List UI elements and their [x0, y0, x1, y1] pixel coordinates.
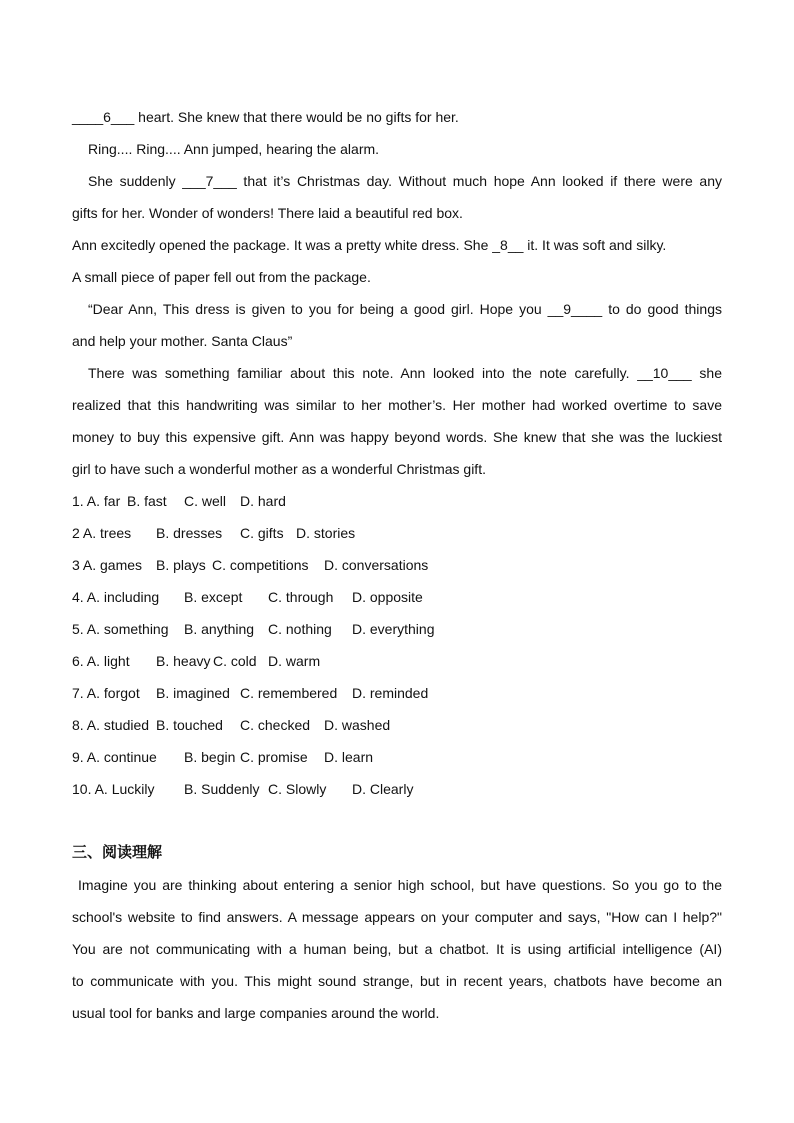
section-heading: 三、阅读理解	[72, 843, 163, 861]
option-b: B. anything	[184, 621, 255, 637]
option-c: C. through	[268, 589, 334, 605]
option-a: 10. A. Luckily	[72, 781, 155, 797]
option-c: C. gifts	[240, 525, 284, 541]
option-c: C. remembered	[240, 685, 338, 701]
reading-line: You are not communicating with a human being, but a chatbot. It is using artificial intelligence (AI)	[72, 941, 722, 957]
option-a: 6. A. light	[72, 653, 130, 669]
option-c: C. Slowly	[268, 781, 327, 797]
option-d: D. conversations	[324, 557, 429, 573]
story-line: Ring.... Ring.... Ann jumped, hearing the alarm.	[88, 141, 380, 157]
option-b: B. dresses	[156, 525, 223, 541]
option-a: 1. A. far	[72, 493, 121, 509]
option-a: 2 A. trees	[72, 525, 132, 541]
option-d: D. everything	[352, 621, 435, 637]
option-d: D. warm	[268, 653, 321, 669]
story-line: girl to have such a wonderful mother as a wonderful Christmas gift.	[72, 461, 486, 477]
story-line: realized that this handwriting was similar to her mother’s. Her mother had worked overtime to save	[72, 397, 722, 413]
option-b: B. Suddenly	[184, 781, 260, 797]
story-line: She suddenly ___7___ that it’s Christmas day. Without much hope Ann looked if there were any	[88, 173, 722, 189]
option-a: 9. A. continue	[72, 749, 157, 765]
option-d: D. learn	[324, 749, 374, 765]
reading-line: school's website to find answers. A message appears on your computer and says, "How can I help?"	[72, 909, 722, 925]
option-d: D. opposite	[352, 589, 423, 605]
story-line: “Dear Ann, This dress is given to you for being a good girl. Hope you __9____ to do good things	[88, 301, 722, 317]
option-b: B. plays	[156, 557, 206, 573]
story-line: A small piece of paper fell out from the package.	[72, 269, 371, 285]
story-line: ____6___ heart. She knew that there would be no gifts for her.	[72, 109, 459, 125]
option-c: C. competitions	[212, 557, 309, 573]
story-line: money to buy this expensive gift. Ann was happy beyond words. She knew that she was the luckiest	[72, 429, 722, 445]
reading-line: Imagine you are thinking about entering a senior high school, but have questions. So you go to the	[78, 877, 722, 893]
story-line: Ann excitedly opened the package. It was a pretty white dress. She _8__ it. It was soft and silky.	[72, 237, 667, 253]
option-d: D. hard	[240, 493, 286, 509]
option-b: B. heavy	[156, 653, 211, 669]
option-a: 4. A. including	[72, 589, 160, 605]
option-c: C. promise	[240, 749, 308, 765]
reading-line: to communicate with you. This might sound strange, but in recent years, chatbots have become an	[72, 973, 722, 989]
option-c: C. well	[184, 493, 227, 509]
option-b: B. begin	[184, 749, 236, 765]
option-d: D. Clearly	[352, 781, 414, 797]
option-a: 7. A. forgot	[72, 685, 140, 701]
option-a: 5. A. something	[72, 621, 169, 637]
option-a: 8. A. studied	[72, 717, 150, 733]
option-b: B. touched	[156, 717, 223, 733]
story-line: There was something familiar about this note. Ann looked into the note carefully. __10___ she	[88, 365, 722, 381]
option-d: D. stories	[296, 525, 356, 541]
option-c: C. cold	[213, 653, 257, 669]
option-d: D. washed	[324, 717, 391, 733]
story-line: gifts for her. Wonder of wonders! There laid a beautiful red box.	[72, 205, 463, 221]
option-a: 3 A. games	[72, 557, 143, 573]
reading-line: usual tool for banks and large companies around the world.	[72, 1005, 440, 1021]
option-b: B. except	[184, 589, 243, 605]
option-b: B. fast	[127, 493, 167, 509]
story-line: and help your mother. Santa Claus”	[72, 333, 293, 349]
option-c: C. nothing	[268, 621, 332, 637]
option-b: B. imagined	[156, 685, 230, 701]
option-d: D. reminded	[352, 685, 429, 701]
option-c: C. checked	[240, 717, 311, 733]
